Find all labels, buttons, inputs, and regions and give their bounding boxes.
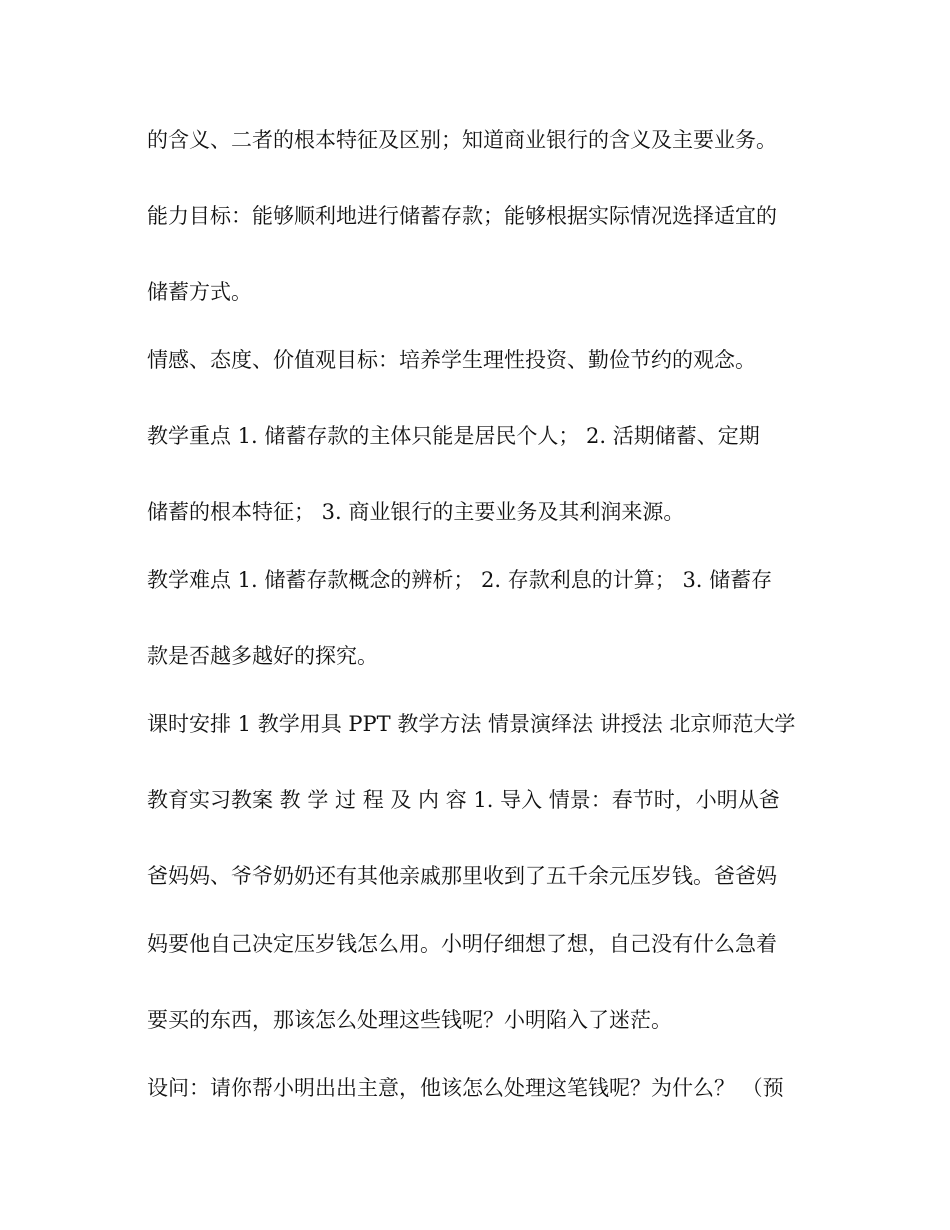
text-line-7: 教学难点 1. 储蓄存款概念的辨析； 2. 存款利息的计算； 3. 储蓄存 — [147, 568, 773, 592]
text-line-4: 情感、态度、价值观目标：培养学生理性投资、勤俭节约的观念。 — [147, 348, 756, 372]
text-line-6: 储蓄的根本特征； 3. 商业银行的主要业务及其利润来源。 — [147, 500, 685, 524]
text-line-3: 储蓄方式。 — [147, 280, 252, 304]
text-line-1: 的含义、二者的根本特征及区别；知道商业银行的含义及主要业务。 — [147, 128, 777, 152]
text-line-13: 要买的东西，那该怎么处理这些钱呢？小明陷入了迷茫。 — [147, 1008, 672, 1032]
text-line-14: 设问：请你帮小明出出主意，他该怎么处理这笔钱呢？为什么？ （预 — [147, 1076, 784, 1100]
text-line-12: 妈要他自己决定压岁钱怎么用。小明仔细想了想，自己没有什么急着 — [147, 932, 777, 956]
text-line-2: 能力目标：能够顺利地进行储蓄存款；能够根据实际情况选择适宜的 — [147, 204, 777, 228]
text-line-11: 爸妈妈、爷爷奶奶还有其他亲戚那里收到了五千余元压岁钱。爸爸妈 — [147, 864, 777, 888]
text-line-5: 教学重点 1. 储蓄存款的主体只能是居民个人； 2. 活期储蓄、定期 — [147, 424, 760, 448]
text-line-10: 教育实习教案 教 学 过 程 及 内 容 1. 导入 情景：春节时，小明从爸 — [147, 788, 780, 812]
text-line-9: 课时安排 1 教学用具 PPT 教学方法 情景演绎法 讲授法 北京师范大学 — [147, 712, 796, 736]
text-line-8: 款是否越多越好的探究。 — [147, 644, 378, 668]
